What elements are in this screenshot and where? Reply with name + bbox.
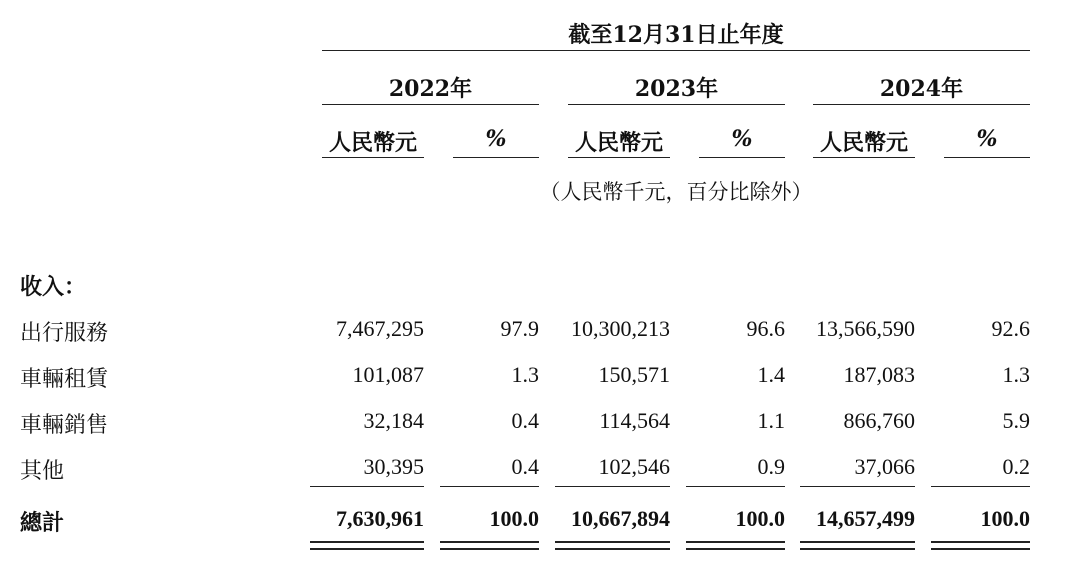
- sub-rule: [944, 157, 1030, 158]
- cell-2023-percent: 96.6: [746, 316, 785, 341]
- subtotal-rule: [555, 486, 670, 487]
- cell-2022-amount: 7,467,295: [336, 316, 424, 341]
- cell-2022-percent: 97.9: [500, 316, 539, 341]
- sub-rule: [813, 157, 915, 158]
- cell-2024-percent: 92.6: [991, 316, 1030, 341]
- cell-2023-amount: 150,571: [598, 362, 670, 387]
- year-2024-rule: [813, 104, 1030, 105]
- cell-2023-amount: 10,300,213: [571, 316, 670, 341]
- header-rule: [322, 50, 1030, 51]
- cell-2024-percent: 1.3: [1002, 362, 1030, 387]
- percent-header-2022: %: [485, 126, 507, 152]
- section-label-revenue: 收入：: [20, 274, 87, 300]
- total-label: 總計: [20, 510, 65, 536]
- row-label: 其他: [20, 459, 65, 484]
- cell-2023-percent: 1.1: [757, 408, 785, 433]
- total-double-rule: [931, 541, 1030, 550]
- total-2022-amount: 7,630,961: [336, 506, 424, 531]
- percent-header-2023: %: [731, 126, 753, 152]
- cell-2022-amount: 30,395: [363, 454, 424, 479]
- cell-2023-amount: 114,564: [599, 408, 670, 433]
- cell-2024-amount: 866,760: [843, 408, 915, 433]
- row-label: 車輛租賃: [20, 367, 109, 392]
- cell-2022-amount: 32,184: [363, 408, 424, 433]
- year-2024-header: 2024年: [879, 76, 964, 102]
- subtotal-rule: [800, 486, 915, 487]
- period-header: 截至12月31日止年度: [568, 22, 784, 48]
- year-2022-header: 2022年: [388, 76, 473, 102]
- cell-2024-percent: 0.2: [1002, 454, 1030, 479]
- cell-2024-percent: 5.9: [1002, 408, 1030, 433]
- sub-rule: [699, 157, 785, 158]
- currency-header-2024: 人民幣元: [819, 130, 908, 156]
- total-double-rule: [310, 541, 424, 550]
- cell-2022-percent: 0.4: [511, 454, 539, 479]
- percent-header-2024: %: [976, 126, 998, 152]
- cell-2022-percent: 1.3: [511, 362, 539, 387]
- year-2023-header: 2023年: [634, 76, 719, 102]
- total-2024-amount: 14,657,499: [816, 506, 915, 531]
- subtotal-rule: [310, 486, 424, 487]
- currency-header-2023: 人民幣元: [574, 130, 663, 156]
- cell-2024-amount: 187,083: [843, 362, 915, 387]
- cell-2023-percent: 1.4: [757, 362, 785, 387]
- row-label: 出行服務: [20, 321, 109, 346]
- sub-rule: [322, 157, 424, 158]
- total-2023-percent: 100.0: [735, 506, 785, 531]
- total-2023-amount: 10,667,894: [571, 506, 670, 531]
- cell-2024-amount: 37,066: [854, 454, 915, 479]
- total-double-rule: [555, 541, 670, 550]
- cell-2023-amount: 102,546: [598, 454, 670, 479]
- sub-rule: [568, 157, 670, 158]
- subtotal-rule: [440, 486, 539, 487]
- total-double-rule: [440, 541, 539, 550]
- subtotal-rule: [931, 486, 1030, 487]
- total-double-rule: [686, 541, 785, 550]
- subtotal-rule: [686, 486, 785, 487]
- total-double-rule: [800, 541, 915, 550]
- year-2022-rule: [322, 104, 539, 105]
- total-2022-percent: 100.0: [489, 506, 539, 531]
- cell-2024-amount: 13,566,590: [816, 316, 915, 341]
- cell-2023-percent: 0.9: [757, 454, 785, 479]
- cell-2022-percent: 0.4: [511, 408, 539, 433]
- currency-header-2022: 人民幣元: [328, 130, 417, 156]
- cell-2022-amount: 101,087: [352, 362, 424, 387]
- year-2023-rule: [568, 104, 785, 105]
- unit-note: （人民幣千元，百分比除外）: [539, 180, 813, 204]
- total-2024-percent: 100.0: [980, 506, 1030, 531]
- row-label: 車輛銷售: [20, 413, 109, 438]
- sub-rule: [453, 157, 539, 158]
